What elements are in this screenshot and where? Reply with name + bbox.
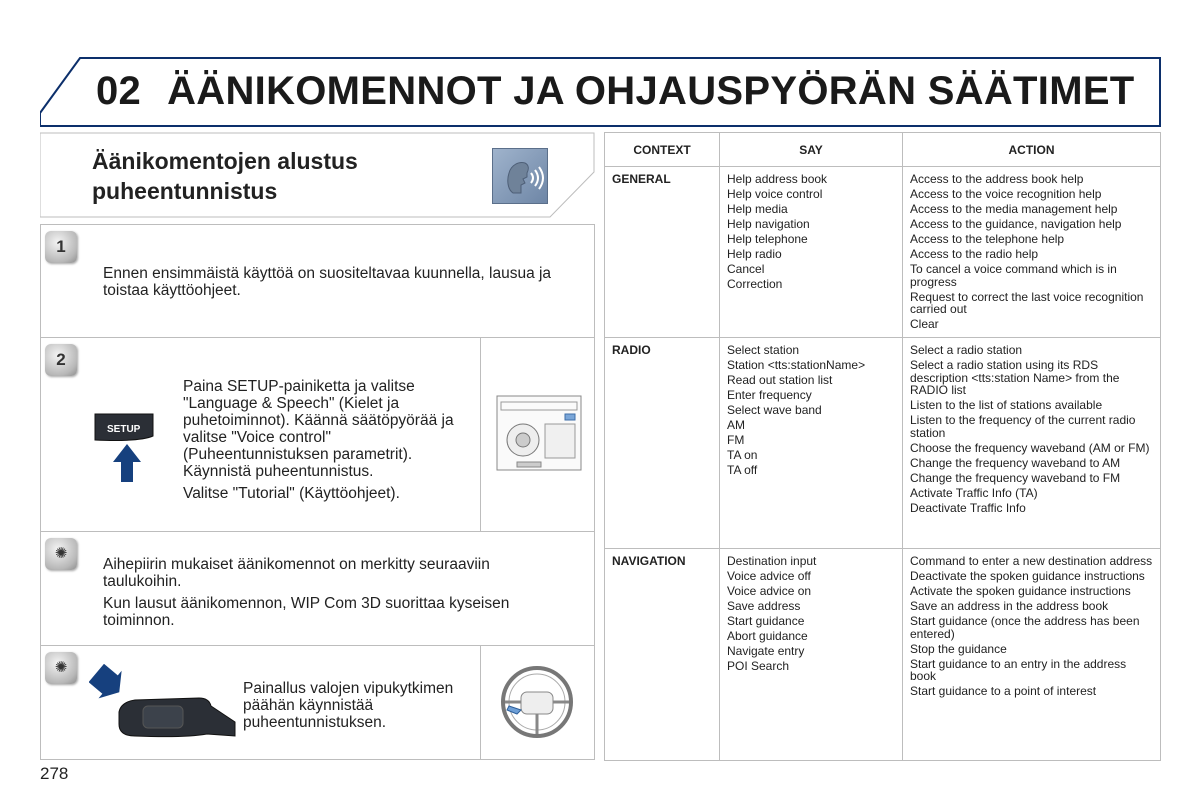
intro-section <box>40 132 595 218</box>
say-cell <box>720 338 903 549</box>
action-item: To cancel a voice command which is in progress <box>910 262 1117 289</box>
say-item: Help navigation <box>727 217 810 231</box>
say-item: Save address <box>727 599 801 613</box>
action-item: Access to the radio help <box>910 247 1039 261</box>
step-number-badge: 1 <box>45 231 77 263</box>
step-2 <box>40 337 595 532</box>
column-header: SAY <box>720 133 903 167</box>
action-item: Access to the guidance, navigation help <box>910 217 1122 231</box>
step-1-text <box>103 265 578 304</box>
tip-1 <box>40 531 595 646</box>
chapter-header <box>40 57 1161 127</box>
say-item: Navigate entry <box>727 644 805 658</box>
say-item: Abort guidance <box>727 629 808 643</box>
say-item: Destination input <box>727 554 817 568</box>
say-item: Help voice control <box>727 187 823 201</box>
paragraph: Aihepiirin mukaiset äänikomennot on merkitty seuraaviin taulukoihin. <box>103 556 490 590</box>
say-item: Station <tts:stationName> <box>727 358 866 372</box>
page-title <box>96 69 1135 114</box>
table-row <box>605 167 1161 338</box>
action-item: Save an address in the address book <box>910 599 1109 613</box>
context-cell: RADIO <box>605 338 720 549</box>
page-number: 278 <box>40 764 69 783</box>
chapter-number: 02 <box>96 69 142 113</box>
say-item: TA on <box>727 448 758 462</box>
say-item: Voice advice off <box>727 569 811 583</box>
tip-2 <box>40 645 595 760</box>
column-header: CONTEXT <box>605 133 720 167</box>
say-item: Start guidance <box>727 614 805 628</box>
say-item: Select station <box>727 343 800 357</box>
action-item: Clear <box>910 317 939 331</box>
action-item: Deactivate Traffic Info <box>910 500 1026 515</box>
setup-button-icon <box>89 410 155 484</box>
action-item: Deactivate the spoken guidance instructions <box>910 569 1145 583</box>
action-item: Listen to the list of stations available <box>910 398 1103 412</box>
say-item: Correction <box>727 277 783 291</box>
action-item: Listen to the frequency of the current radio station <box>910 413 1136 440</box>
chapter-title: ÄÄNIKOMENNOT JA OHJAUSPYÖRÄN SÄÄTIMET <box>167 69 1135 113</box>
action-item: Access to the telephone help <box>910 232 1065 246</box>
action-item: Access to the address book help <box>910 172 1084 186</box>
action-item: Access to the voice recognition help <box>910 187 1102 201</box>
lightbulb-tip-icon: ✺ <box>45 538 77 570</box>
action-cell <box>903 549 1161 761</box>
tip-2-text <box>243 680 473 736</box>
table-header-row <box>605 133 1161 167</box>
lightbulb-tip-icon: ✺ <box>45 652 77 684</box>
action-item: Change the frequency waveband to FM <box>910 470 1121 485</box>
say-item: Help radio <box>727 247 782 261</box>
action-item: Start guidance to a point of interest <box>910 684 1097 698</box>
step-1 <box>40 224 595 338</box>
action-cell <box>903 167 1161 338</box>
paragraph: Valitse "Tutorial" (Käyttöohjeet). <box>183 485 400 502</box>
voice-commands-table <box>604 132 1161 761</box>
say-cell <box>720 549 903 761</box>
step-2-text <box>183 378 463 507</box>
say-item: Voice advice on <box>727 584 812 598</box>
say-item: POI Search <box>727 659 790 673</box>
table-row <box>605 338 1161 549</box>
column-header: ACTION <box>903 133 1161 167</box>
voice-recognition-icon <box>492 148 548 204</box>
say-item: FM <box>727 433 745 447</box>
radio-unit-illustration <box>480 338 594 531</box>
action-item: Select a radio station using its RDS description <tts:station Name> from the RADIO list <box>910 358 1120 397</box>
say-cell <box>720 167 903 338</box>
step-number-badge: 2 <box>45 344 77 376</box>
action-item: Request to correct the last voice recognition carried out <box>910 289 1144 316</box>
action-item: Command to enter a new destination address <box>910 554 1153 568</box>
paragraph: Paina SETUP-painiketta ja valitse "Language & Speech" (Kielet ja puhetoiminnot). Käännä säätöpyörää ja valitse "Voice control" (Puheentunnistuksen parametrit). Käynnistä puheentunnistus. <box>183 378 454 480</box>
action-cell <box>903 338 1161 549</box>
say-item: Read out station list <box>727 373 833 387</box>
table-row <box>605 549 1161 761</box>
say-item: TA off <box>727 463 758 477</box>
action-item: Start guidance (once the address has been entered) <box>910 614 1140 641</box>
context-cell: NAVIGATION <box>605 549 720 761</box>
paragraph: Ennen ensimmäistä käyttöä on suositeltavaa kuunnella, lausua ja toistaa käyttöohjeet. <box>103 265 552 299</box>
steering-wheel-illustration <box>480 646 594 759</box>
context-cell: GENERAL <box>605 167 720 338</box>
paragraph: Painallus valojen vipukytkimen päähän käynnistää puheentunnistuksen. <box>243 680 454 731</box>
action-item: Start guidance to an entry in the address book <box>910 656 1127 683</box>
light-stalk-illustration <box>89 664 239 744</box>
action-item: Change the frequency waveband to AM <box>910 455 1121 470</box>
say-item: Select wave band <box>727 403 822 417</box>
say-item: Help address book <box>727 172 828 186</box>
section-title: Äänikomentojen alustus puheentunnistus <box>92 148 358 204</box>
say-item: AM <box>727 418 745 432</box>
action-item: Activate the spoken guidance instructions <box>910 584 1131 598</box>
action-item: Stop the guidance <box>910 641 1007 656</box>
say-item: Cancel <box>727 262 765 276</box>
setup-label: SETUP <box>107 424 141 435</box>
action-item: Access to the media management help <box>910 202 1118 216</box>
paragraph: Kun lausut äänikomennon, WIP Com 3D suorittaa kyseisen toiminnon. <box>103 595 510 629</box>
say-item: Help telephone <box>727 232 808 246</box>
action-item: Activate Traffic Info (TA) <box>910 485 1038 500</box>
tip-1-text <box>103 556 563 634</box>
action-item: Choose the frequency waveband (AM or FM) <box>910 440 1150 455</box>
say-item: Enter frequency <box>727 388 812 402</box>
action-item: Select a radio station <box>910 343 1023 357</box>
say-item: Help media <box>727 202 788 216</box>
